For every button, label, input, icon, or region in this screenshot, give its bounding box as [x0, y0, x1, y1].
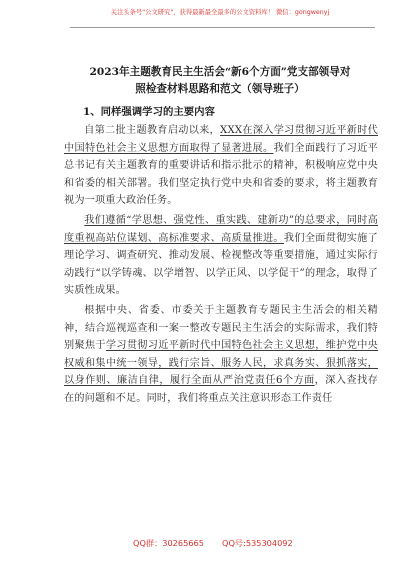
paragraph-1-underlined: XXX在深入学习贯彻习近平新时代中国特色社会主义思想方面取得了显著进展。	[64, 125, 378, 154]
document-body	[64, 122, 378, 410]
title-line-2: 照检查材料思路和范文（领导班子）	[135, 83, 305, 95]
paragraph-3-rest: ，深入查找存在的问题和不足。同时，我们将重点关注意识形态工作责任	[64, 375, 378, 404]
paragraph-1-rest: 我们全面践行了习近平总书记有关主题教育的重要讲话和指示批示的精神，积极响应党中央和省委的相关部署。我们坚定执行党中央和省委的要求，将主题教育视为一项重大政治任务。	[64, 142, 379, 207]
header-notice: 关注头条号"公文研究"，获得最新最全最多的公文资料库！ 微信：gongwenyj	[110, 9, 330, 16]
paragraph-1-lead: 自第二批主题教育启动以来，	[84, 125, 221, 136]
document-title	[70, 64, 370, 98]
paragraph-3	[64, 302, 378, 408]
footer-qq-number: QQ号:535304092	[222, 538, 293, 548]
title-line-1: 2023年主题教育民主生活会“新6个方面”党支部领导对	[89, 66, 351, 78]
paragraph-1	[64, 122, 378, 210]
footer-qq-group: QQ群：30265665	[133, 538, 204, 548]
paragraph-2	[64, 212, 378, 300]
paragraph-3-underlined: 学习贯彻习近平新时代中国特色社会主义思想，维护党中央权威和集中统一领导，践行宗旨、服务人民，求真务实、狠抓落实，以身作则、廉洁自律，履行全面从严治党责任6个方面	[64, 340, 378, 387]
paragraph-2-underlined: 我们遵循“学思想、强党性、重实践、建新功”的总要求，同时高度重视高站位谋划、高标准要求、高质量推进。	[64, 214, 378, 244]
header-divider	[70, 27, 375, 28]
section-heading: 1、同样强调学习的主要内容	[83, 106, 215, 118]
paragraph-2-rest: 我们全面贯彻实施了理论学习、调查研究、推动发展、检视整改等重要措施，通过实际行动践行“以学铸魂、以学增智、以学正风、以学促干”的理念，取得了实质性成果。	[64, 232, 378, 297]
paragraph-3-lead: 根据中央、省委、市委关于主题教育专题民主生活会的相关精神，结合巡视巡查和一案一整改专题民主生活会的实际需求，我们特别聚焦于	[64, 304, 378, 352]
footer	[0, 538, 408, 552]
